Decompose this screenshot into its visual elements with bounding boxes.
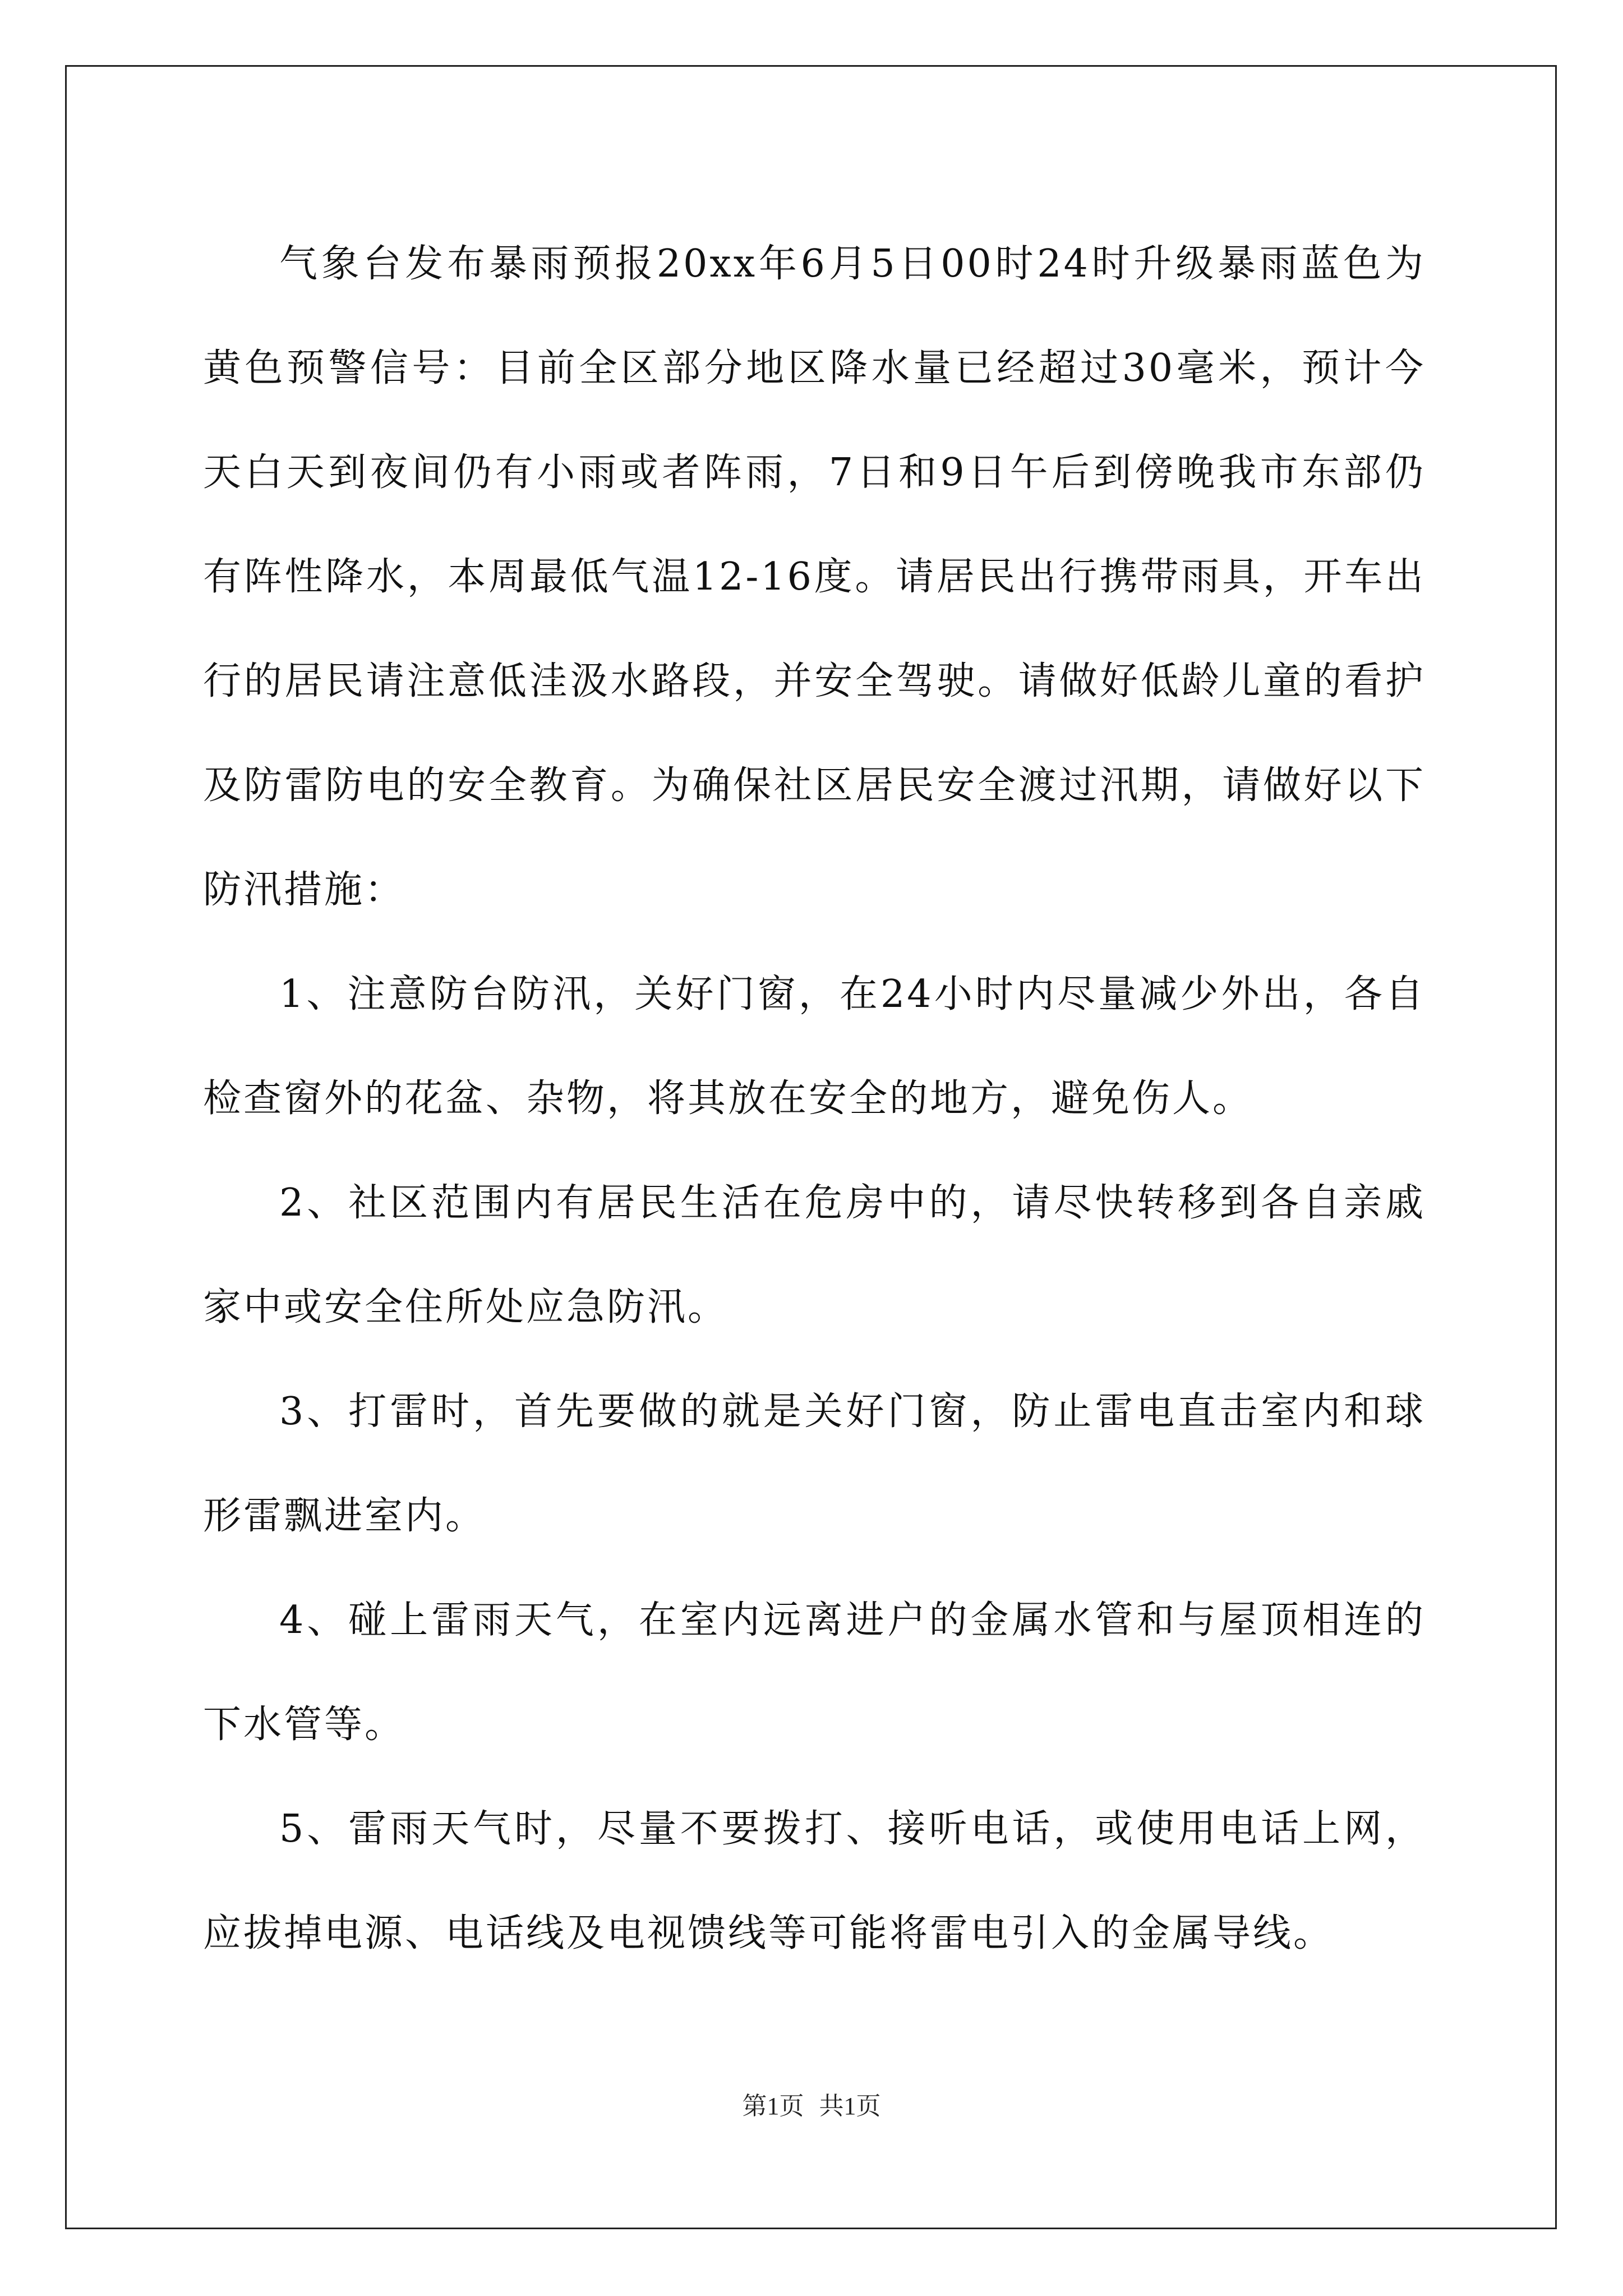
paragraph-item-2: 2、社区范围内有居民生活在危房中的，请尽快转移到各自亲戚家中或安全住所处应急防汛。 xyxy=(203,1181,1426,1329)
paragraph-item-1: 1、注意防台防汛，关好门窗，在24小时内尽量减少外出，各自检查窗外的花盆、杂物，将其放在安全的地方，避免伤人。 xyxy=(203,972,1426,1121)
paragraph-intro: 气象台发布暴雨预报20xx年6月5日00时24时升级暴雨蓝色为黄色预警信号：目前全区部分地区降水量已经超过30毫米，预计今天白天到夜间仍有小雨或者阵雨，7日和9日午后到傍晚我市东部仍有阵性降水，本周最低气温12-16度。请居民出行携带雨具，开车出行的居民请注意低洼汲水路段，并安全驾驶。请做好低龄儿童的看护及防雷防电的安全教育。为确保社区居民安全渡过汛期，请做好以下防汛措施： xyxy=(203,242,1426,912)
document-body xyxy=(203,212,1426,1986)
page-footer xyxy=(0,2086,1623,2122)
page-total: 共1页 xyxy=(819,2092,881,2120)
paragraph-item-3: 3、打雷时，首先要做的就是关好门窗，防止雷电直击室内和球形雷飘进室内。 xyxy=(203,1389,1426,1538)
page-number: 第1页 xyxy=(742,2092,804,2120)
paragraph-item-5: 5、雷雨天气时，尽量不要拨打、接听电话，或使用电话上网，应拔掉电源、电话线及电视馈线等可能将雷电引入的金属导线。 xyxy=(203,1807,1426,1955)
paragraph-item-4: 4、碰上雷雨天气，在室内远离进户的金属水管和与屋顶相连的下水管等。 xyxy=(203,1598,1426,1747)
